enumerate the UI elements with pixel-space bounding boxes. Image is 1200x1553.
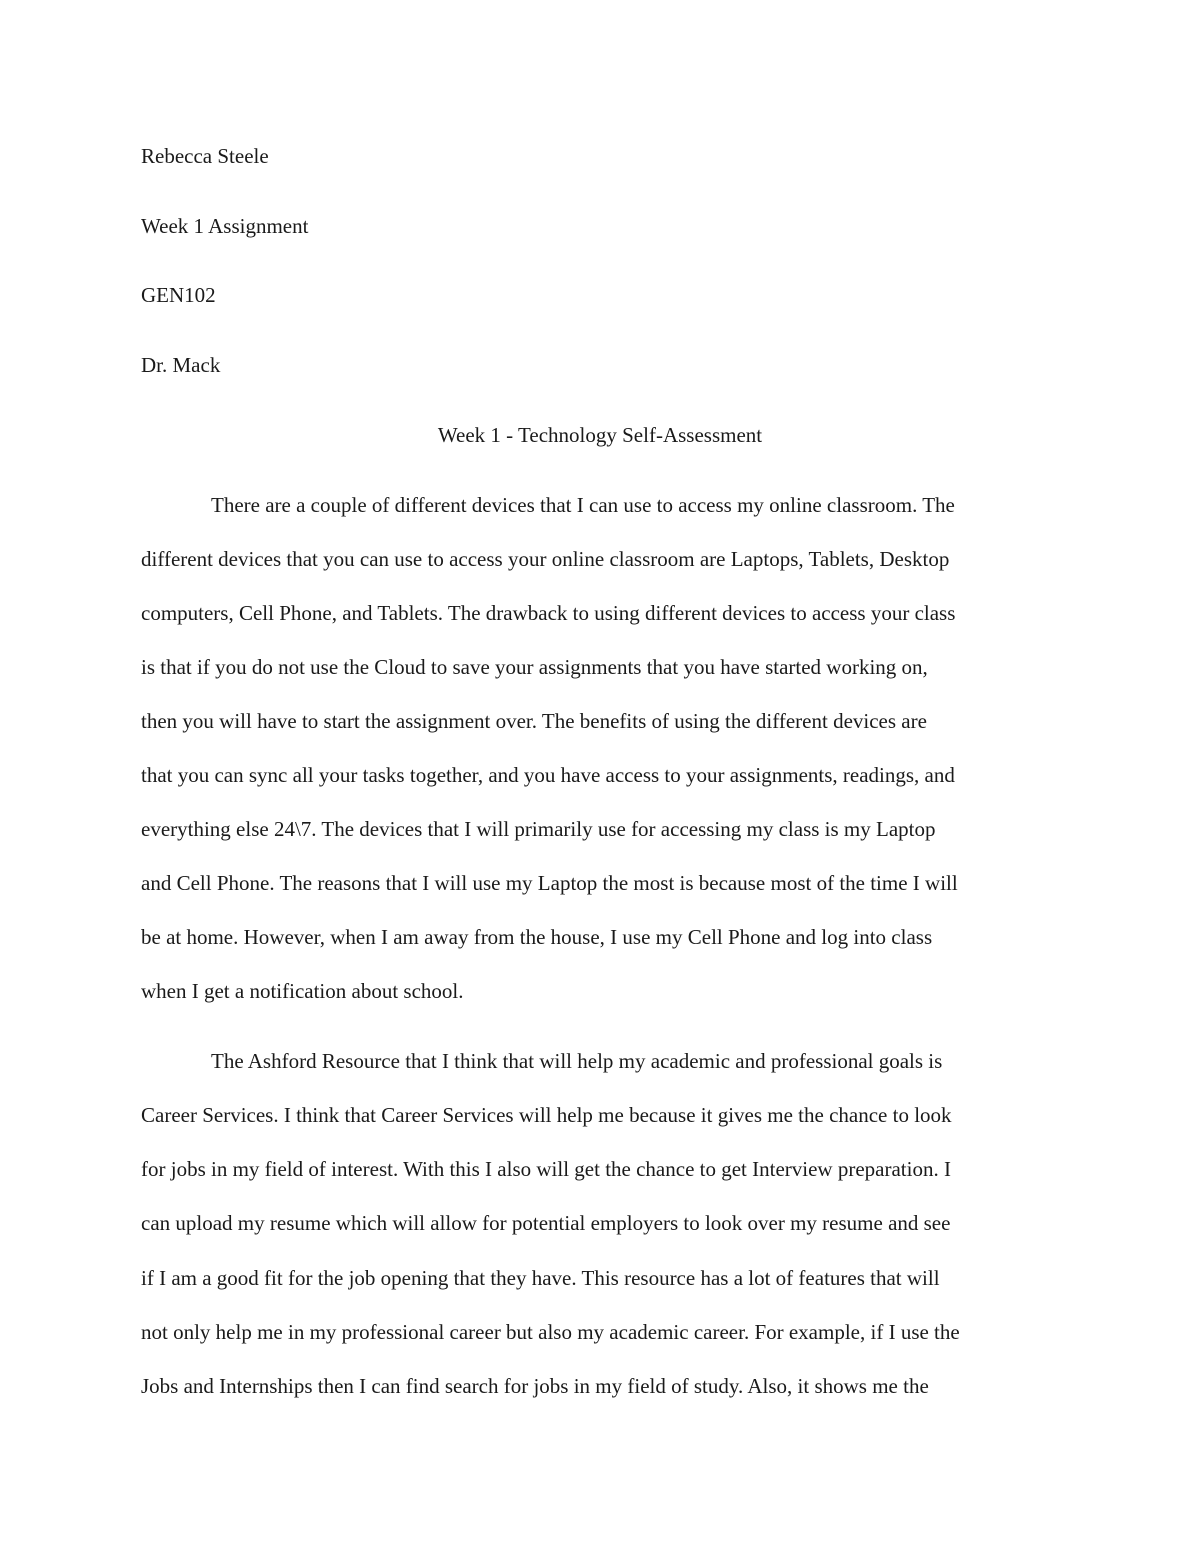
paragraph-1-line-8: and Cell Phone. The reasons that I will use my Laptop the most is because most of the time I will bbox=[141, 871, 958, 895]
paragraph-1-line-3: computers, Cell Phone, and Tablets. The drawback to using different devices to access your class bbox=[141, 601, 956, 625]
assignment-name: Week 1 Assignment bbox=[141, 214, 309, 238]
instructor-name: Dr. Mack bbox=[141, 353, 221, 377]
author-name: Rebecca Steele bbox=[141, 144, 269, 168]
paragraph-2-line-4: can upload my resume which will allow for potential employers to look over my resume and see bbox=[141, 1211, 951, 1235]
paragraph-1-line-5: then you will have to start the assignment over. The benefits of using the different devices are bbox=[141, 709, 927, 733]
paragraph-1-line-2: different devices that you can use to access your online classroom are Laptops, Tablets, Desktop bbox=[141, 547, 950, 571]
paragraph-2-line-5: if I am a good fit for the job opening that they have. This resource has a lot of features that will bbox=[141, 1266, 940, 1290]
paragraph-1-line-7: everything else 24\7. The devices that I will primarily use for accessing my class is my Laptop bbox=[141, 817, 936, 841]
document-title: Week 1 - Technology Self-Assessment bbox=[437, 423, 763, 447]
paragraph-1-line-10: when I get a notification about school. bbox=[141, 979, 464, 1003]
course-code: GEN102 bbox=[141, 283, 216, 307]
paragraph-2-line-7: Jobs and Internships then I can find search for jobs in my field of study. Also, it shows me the bbox=[141, 1374, 929, 1398]
paragraph-1-line-6: that you can sync all your tasks together, and you have access to your assignments, readings, and bbox=[141, 763, 955, 787]
paragraph-2-line-2: Career Services. I think that Career Services will help me because it gives me the chance to look bbox=[141, 1103, 952, 1127]
paragraph-1-line-4: is that if you do not use the Cloud to save your assignments that you have started working on, bbox=[141, 655, 928, 679]
paragraph-1-line-9: be at home. However, when I am away from the house, I use my Cell Phone and log into class bbox=[141, 925, 933, 949]
paragraph-2-line-3: for jobs in my field of interest. With this I also will get the chance to get Interview preparation. I bbox=[141, 1157, 951, 1181]
paragraph-2-line-1: The Ashford Resource that I think that will help my academic and professional goals is bbox=[211, 1049, 943, 1073]
paragraph-2-line-6: not only help me in my professional career but also my academic career. For example, if I use the bbox=[141, 1320, 960, 1344]
paragraph-1-line-1: There are a couple of different devices that I can use to access my online classroom. The bbox=[211, 493, 955, 517]
